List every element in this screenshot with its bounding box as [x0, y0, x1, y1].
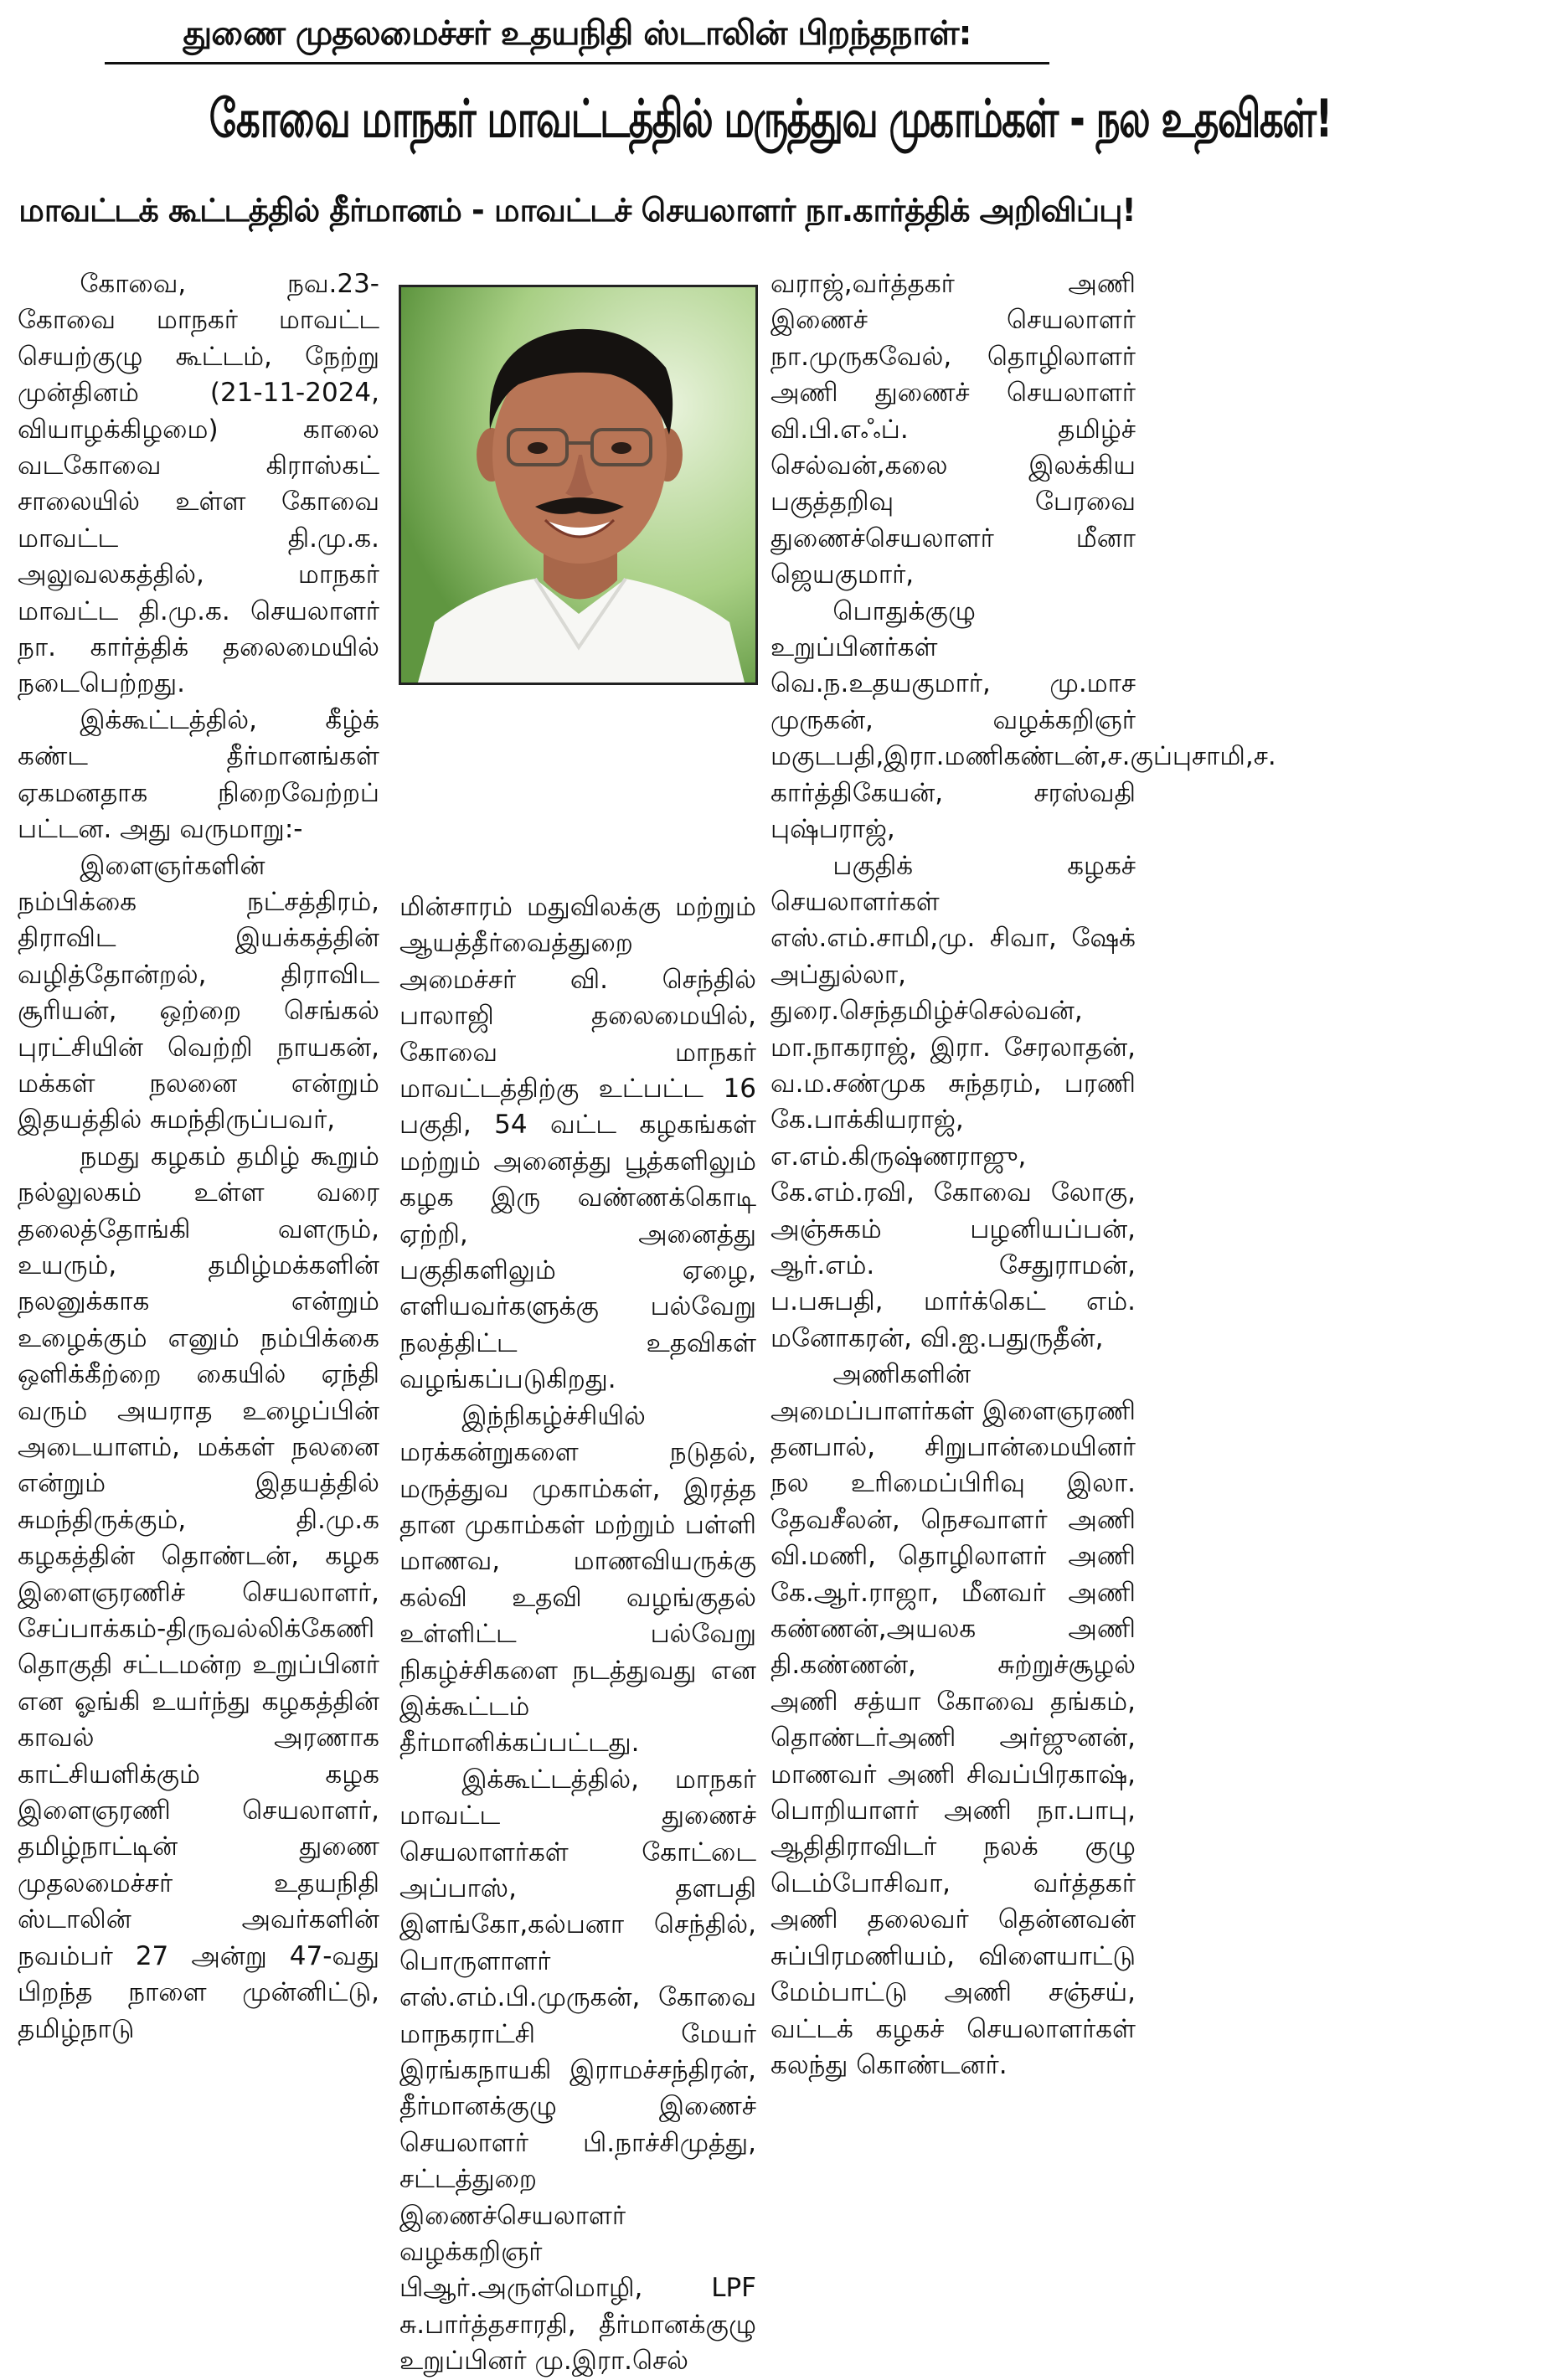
article-column-1	[18, 266, 379, 2142]
paragraph: இக்கூட்டத்தில், மாநகர் மாவட்ட துணைச் செயலாளர்கள் கோட்டை அப்பாஸ், தளபதி இளங்கோ,கல்பனா செந்தில், பொருளாளர் எஸ்.எம்.பி.முருகன், கோவை மாநகராட்சி மேயர் இரங்கநாயகி இராமச்சந்திரன், தீர்மானக்குழு இணைச் செயலாளர் பி.நாச்சிமுத்து, சட்டத்துறை இணைச்செயலாளர் வழக்கறிஞர் பிஆர்.அருள்மொழி, LPF சு.பார்த்தசாரதி, தீர்மானக்குழு உறுப்பினர் மு.இரா.செல்	[399, 1764, 756, 2377]
paragraph: நமது கழகம் தமிழ் கூறும் நல்லுலகம் உள்ள வரை தலைத்தோங்கி வளரும், உயரும், தமிழ்மக்களின் நலனுக்காக என்றும் உழைக்கும் எனும் நம்பிக்கை ஒளிக்கீற்றை கையில் ஏந்தி வரும் அயராத உழைப்பின் அடையாளம், மக்கள் நலனை என்றும் இதயத்தில் சுமந்திருக்கும், தி.மு.க கழகத்தின் தொண்டன், கழக இளைஞரணிச் செயலாளர், சேப்பாக்கம்-திருவல்லிக்கேணி தொகுதி சட்டமன்ற உறுப்பினர் என ஓங்கி உயர்ந்து கழகத்தின் காவல் அரணாக காட்சியளிக்கும் கழக இளைஞரணி செயலாளர், தமிழ்நாட்டின் துணை முதலமைச்சர் உதயநிதி ஸ்டாலின் அவர்களின் நவம்பர் 27 அன்று 47-வது பிறந்த நாளை முன்னிட்டு, தமிழ்நாடு	[18, 1141, 379, 2044]
paragraph: வராஜ்,வர்த்தகர் அணி இணைச் செயலாளர் நா.முருகவேல், தொழிலாளர் அணி துணைச் செயலாளர் வி.பி.எஃப். தமிழ்ச் செல்வன்,கலை இலக்கிய பகுத்தறிவு பேரவை துணைச்செயலாளர் மீனா ஜெயகுமார்,	[770, 269, 1136, 590]
portrait-photo	[399, 285, 758, 685]
article-column-2	[399, 889, 756, 2377]
paragraph: பொதுக்குழு உறுப்பினர்கள் வெ.ந.உதயகுமார், மு.மாச முருகன், வழக்கறிஞர் மகுடபதி,இரா.மணிகண்டன்,ச.குப்புசாமி,ச. கார்த்திகேயன், சரஸ்வதி புஷ்பராஜ்,	[770, 595, 1276, 845]
article-column-3	[770, 266, 1276, 2142]
paragraph: மின்சாரம் மதுவிலக்கு மற்றும் ஆயத்தீர்வைத்துறை அமைச்சர் வி. செந்தில் பாலாஜி தலைமையில், கோவை மாநகர் மாவட்டத்திற்கு உட்பட்ட 16 பகுதி, 54 வட்ட கழகங்கள் மற்றும் அனைத்து பூத்களிலும் கழக இரு வண்ணக்கொடி ஏற்றி, அனைத்து பகுதிகளிலும் ஏழை, எளியவர்களுக்கு பல்வேறு நலத்திட்ட உதவிகள் வழங்கப்படுகிறது.	[399, 892, 756, 1395]
headline: கோவை மாநகர் மாவட்டத்தில் மருத்துவ முகாம்கள் - நல உதவிகள்!	[209, 88, 1332, 149]
portrait-icon	[401, 287, 755, 683]
kicker-underline	[105, 62, 1049, 64]
paragraph: கோவை, நவ.23- கோவை மாநகர் மாவட்ட செயற்குழு கூட்டம், நேற்று முன்தினம் (21-11-2024, வியாழக்கிழமை) காலை வடகோவை கிராஸ்கட் சாலையில் உள்ள கோவை மாவட்ட தி.மு.க. அலுவலகத்தில், மாநகர் மாவட்ட தி.மு.க. செயலாளர் நா. கார்த்திக் தலைமையில் நடைபெற்றது.	[18, 269, 379, 699]
paragraph: இக்கூட்டத்தில், கீழ்க் கண்ட தீர்மானங்கள் ஏகமனதாக நிறைவேற்றப் பட்டன. அது வருமாறு:-	[18, 704, 379, 845]
paragraph: இளைஞர்களின் நம்பிக்கை நட்சத்திரம், திராவிட இயக்கத்தின் வழித்தோன்றல், திராவிட சூரியன், ஒற்றை செங்கல் புரட்சியின் வெற்றி நாயகன், மக்கள் நலனை என்றும் இதயத்தில் சுமந்திருப்பவர்,	[18, 850, 379, 1136]
subheadline: மாவட்டக் கூட்டத்தில் தீர்மானம் - மாவட்டச் செயலாளர் நா.கார்த்திக் அறிவிப்பு!	[18, 192, 1136, 229]
paragraph: அணிகளின் அமைப்பாளர்கள் இளைஞரணி தனபால், சிறுபான்மையினர் நல உரிமைப்பிரிவு இலா. தேவசீலன், நெசவாளர் அணி வி.மணி, தொழிலாளர் அணி கே.ஆர்.ராஜா, மீனவர் அணி கண்ணன்,அயலக அணி தி.கண்ணன், சுற்றுச்சூழல் அணி சத்யா கோவை தங்கம், தொண்டர்அணி அர்ஜுனன், மாணவர் அணி சிவப்பிரகாஷ், பொறியாளர் அணி நா.பாபு, ஆதிதிராவிடர் நலக் குழு டெம்போசிவா, வர்த்தகர் அணி தலைவர் தென்னவன் சுப்பிரமணியம், விளையாட்டு மேம்பாட்டு அணி சஞ்சய், வட்டக் கழகச் செயலாளர்கள் கலந்து கொண்டனர்.	[770, 1359, 1136, 2080]
kicker-line: துணை முதலமைச்சர் உதயநிதி ஸ்டாலின் பிறந்தநாள்:	[183, 14, 972, 53]
paragraph: பகுதிக் கழகச் செயலாளர்கள் எஸ்.எம்.சாமி,மு. சிவா, ஷேக் அப்துல்லா, துரை.செந்தமிழ்ச்செல்வன், மா.நாகராஜ், இரா. சேரலாதன், வ.ம.சண்முக சுந்தரம், பரணி கே.பாக்கியராஜ், எ.எம்.கிருஷ்ணராஜு, கே.எம்.ரவி, கோவை லோகு, அஞ்சுகம் பழனியப்பன், ஆர்.எம். சேதுராமன், ப.பசுபதி, மார்க்கெட் எம். மனோகரன், வி.ஐ.பதுருதீன்,	[770, 850, 1136, 1353]
paragraph: இந்நிகழ்ச்சியில் மரக்கன்றுகளை நடுதல், மருத்துவ முகாம்கள், இரத்த தான முகாம்கள் மற்றும் பள்ளி மாணவ, மாணவியருக்கு கல்வி உதவி வழங்குதல் உள்ளிட்ட பல்வேறு நிகழ்ச்சிகளை நடத்துவது என இக்கூட்டம் தீர்மானிக்கப்பட்டது.	[399, 1400, 756, 1759]
